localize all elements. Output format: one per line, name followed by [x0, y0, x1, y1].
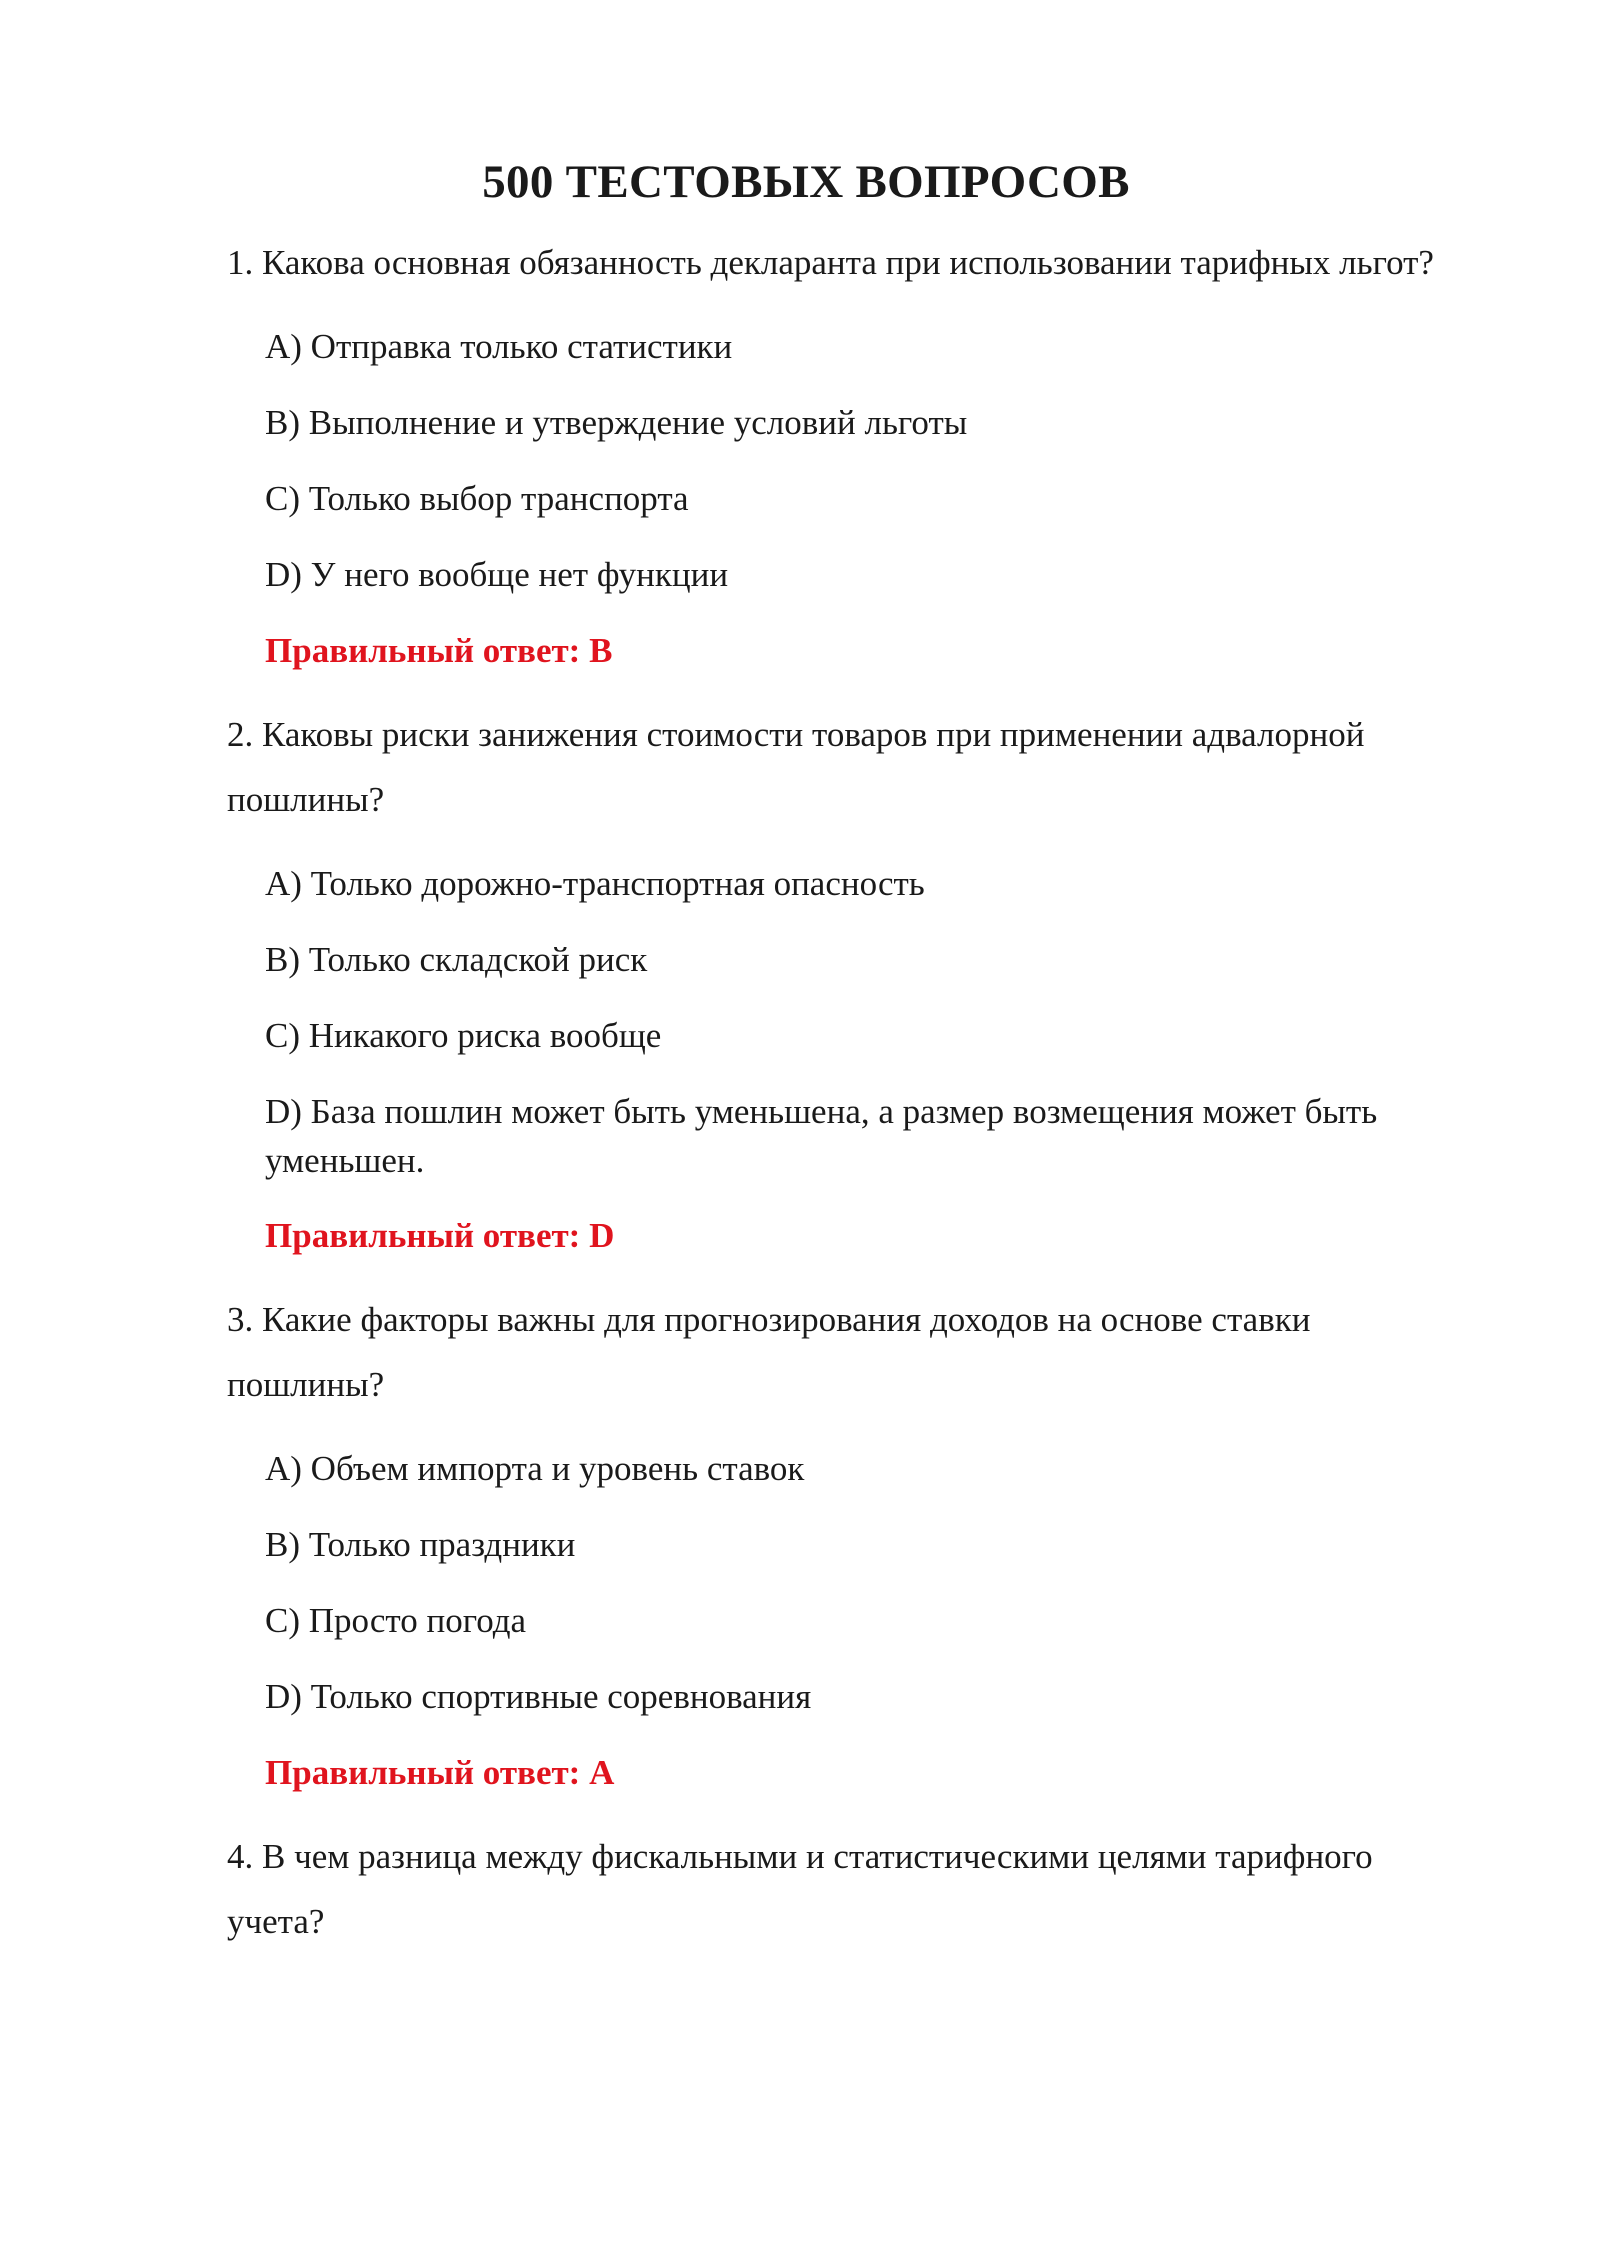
- correct-answer: Правильный ответ: D: [265, 1216, 615, 1255]
- options-list: [227, 322, 1460, 600]
- question-text: [227, 230, 1460, 295]
- option-c: C) Просто погода: [265, 1601, 527, 1640]
- option-d: D) Только спортивные соревнования: [265, 1677, 812, 1716]
- question-block-4: [227, 1824, 1460, 1954]
- question-text: [227, 1824, 1460, 1954]
- option-d: D) База пошлин может быть уменьшена, а размер возмещения может быть уменьшен.: [265, 1092, 1378, 1180]
- question-text: [227, 1287, 1460, 1417]
- option-b: B) Только складской риск: [265, 940, 648, 979]
- question-3-text: 3. Какие факторы важны для прогнозирования доходов на основе ставки пошлины?: [227, 1300, 1311, 1404]
- option-a: A) Объем импорта и уровень ставок: [265, 1449, 805, 1488]
- option-c: C) Никакого риска вообще: [265, 1016, 662, 1055]
- question-2-text: 2. Каковы риски занижения стоимости товаров при применении адвалорной пошлины?: [227, 715, 1365, 819]
- options-list: [227, 1444, 1460, 1722]
- question-1-text: 1. Какова основная обязанность декларанта при использовании тарифных льгот?: [227, 243, 1434, 282]
- document-title: 500 ТЕСТОВЫХ ВОПРОСОВ: [482, 156, 1130, 208]
- question-text: [227, 702, 1460, 832]
- option-b: B) Только праздники: [265, 1525, 576, 1564]
- option-c: C) Только выбор транспорта: [265, 479, 689, 518]
- option-a: A) Отправка только статистики: [265, 327, 733, 366]
- option-b: B) Выполнение и утверждение условий льготы: [265, 403, 968, 442]
- option-d: D) У него вообще нет функции: [265, 555, 729, 594]
- question-4-text: 4. В чем разница между фискальными и статистическими целями тарифного учета?: [227, 1837, 1373, 1941]
- question-block-3: [227, 1287, 1460, 1798]
- correct-answer: Правильный ответ: B: [265, 631, 613, 670]
- question-block-1: [227, 230, 1460, 676]
- option-a: A) Только дорожно-транспортная опасность: [265, 864, 925, 903]
- correct-answer: Правильный ответ: A: [265, 1753, 615, 1792]
- options-list: [227, 859, 1460, 1185]
- question-block-2: [227, 702, 1460, 1261]
